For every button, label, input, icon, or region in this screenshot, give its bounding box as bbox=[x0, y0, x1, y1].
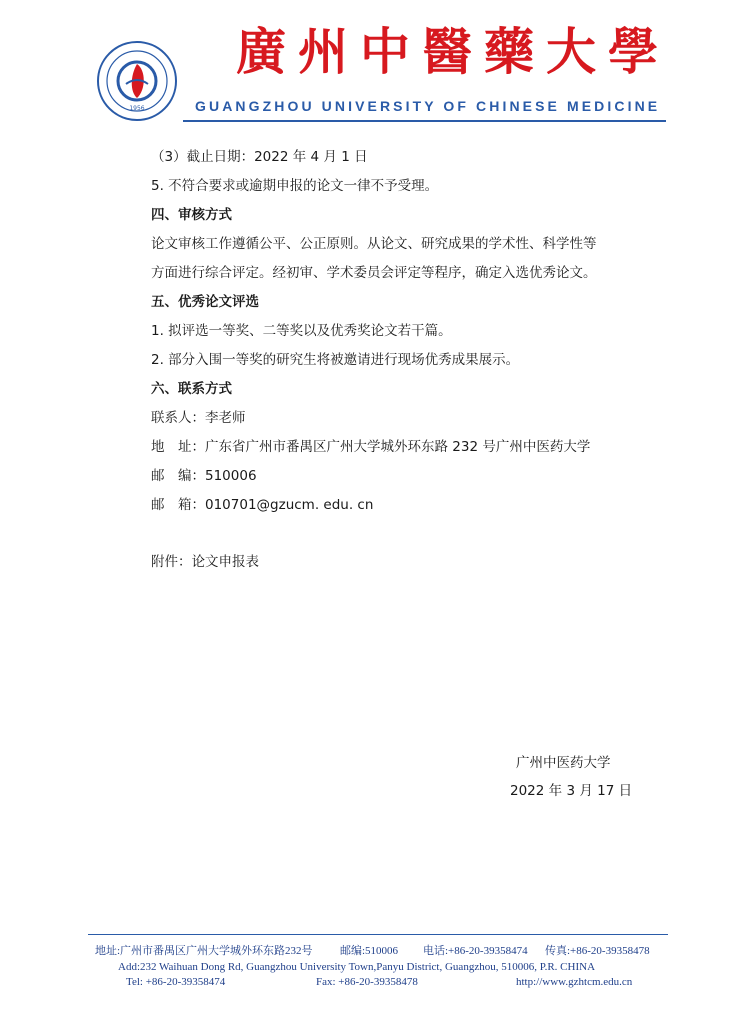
header-divider bbox=[183, 120, 666, 122]
university-name-en: GUANGZHOU UNIVERSITY OF CHINESE MEDICINE bbox=[195, 98, 661, 114]
attachment-note: 附件：论文申报表 bbox=[151, 554, 259, 570]
section-4-paragraph-line2: 方面进行综合评定。经初审、学术委员会评定等程序，确定入选优秀论文。 bbox=[151, 265, 597, 281]
address-label: 地 址： bbox=[151, 439, 205, 455]
footer-address-en: Add:232 Waihuan Dong Rd, Guangzhou University Town,Panyu District, Guangzhou, 510006, P.R. CHINA bbox=[118, 961, 596, 973]
postcode-value: 510006 bbox=[205, 468, 257, 484]
email-line bbox=[151, 496, 373, 514]
section-6-title: 六、联系方式 bbox=[151, 381, 232, 397]
footer-fax-cn: 传真:+86-20-39358478 bbox=[545, 945, 650, 957]
postcode-line bbox=[151, 467, 257, 485]
contact-person: 联系人：李老师 bbox=[151, 410, 246, 426]
deadline-line: （3）截止日期：2022 年 4 月 1 日 bbox=[151, 149, 368, 165]
signature-org: 广州中医药大学 bbox=[516, 755, 611, 771]
signature-date: 2022 年 3 月 17 日 bbox=[510, 783, 633, 799]
postcode-label: 邮 编： bbox=[151, 468, 205, 484]
footer-tel-en: Tel: +86-20-39358474 bbox=[126, 976, 226, 988]
address-line bbox=[151, 438, 590, 456]
section-4-title: 四、审核方式 bbox=[151, 207, 232, 223]
footer-address-cn: 地址:广州市番禺区广州大学城外环东路232号 bbox=[95, 945, 313, 957]
letterhead bbox=[0, 0, 753, 125]
section-5-item-2: 2. 部分入围一等奖的研究生将被邀请进行现场优秀成果展示。 bbox=[151, 352, 520, 368]
item-5: 5. 不符合要求或逾期申报的论文一律不予受理。 bbox=[151, 178, 439, 194]
footer-phone-cn: 电话:+86-20-39358474 bbox=[423, 945, 528, 957]
section-5-item-1: 1. 拟评选一等奖、二等奖以及优秀奖论文若干篇。 bbox=[151, 323, 452, 339]
footer-website-link[interactable]: http://www.gzhtcm.edu.cn bbox=[516, 976, 633, 988]
footer-divider bbox=[88, 934, 668, 935]
email-value: 010701@gzucm. edu. cn bbox=[205, 497, 374, 513]
address-value: 广东省广州市番禺区广州大学城外环东路 232 号广州中医药大学 bbox=[205, 439, 591, 455]
section-5-title: 五、优秀论文评选 bbox=[151, 294, 259, 310]
footer-postcode-cn: 邮编:510006 bbox=[340, 945, 399, 957]
university-seal-icon bbox=[96, 40, 178, 122]
email-label: 邮 箱： bbox=[151, 497, 205, 513]
footer-fax-en: Fax: +86-20-39358478 bbox=[316, 976, 418, 988]
university-name-cn: 廣州中醫藥大學 bbox=[236, 22, 670, 81]
section-4-paragraph-line1: 论文审核工作遵循公平、公正原则。从论文、研究成果的学术性、科学性等 bbox=[151, 236, 597, 252]
seal-year: 1956 bbox=[129, 105, 145, 112]
